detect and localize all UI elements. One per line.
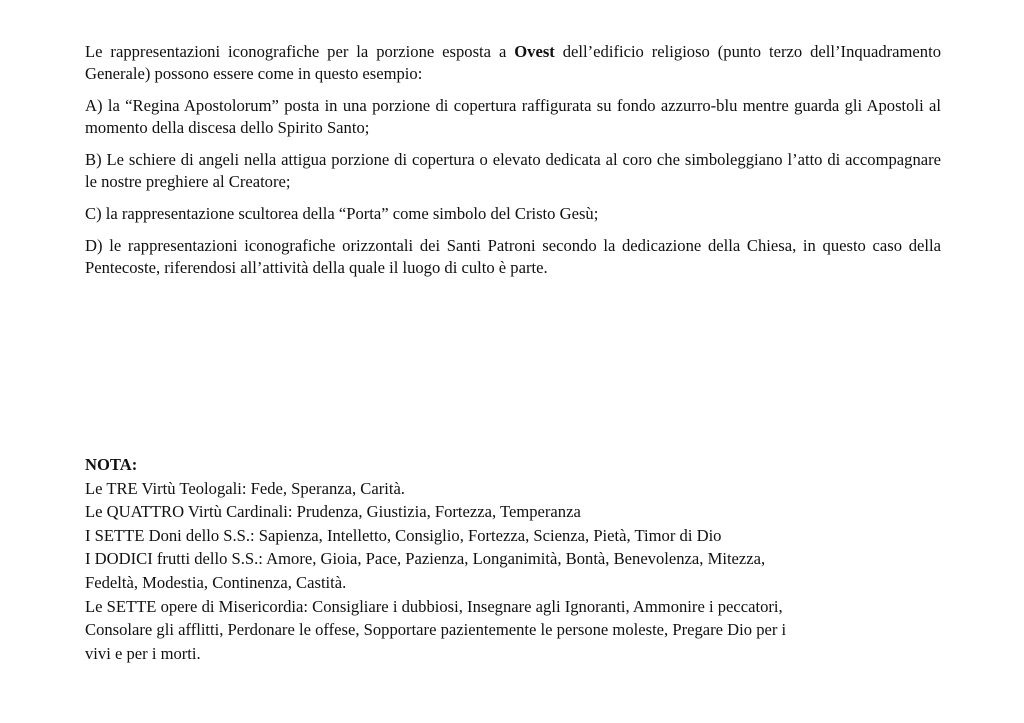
note-line: Le QUATTRO Virtù Cardinali: Prudenza, Giustizia, Fortezza, Temperanza bbox=[85, 502, 581, 522]
item-b-paragraph: B) Le schiere di angeli nella attigua porzione di copertura o elevato dedicata al coro che simboleggiano l’atto di accompagnare le nostre preghiere al Creatore; bbox=[85, 150, 941, 191]
intro-text-after: dell’edificio religioso (punto terzo dell’Inquadramento Generale) possono essere come in questo esempio: bbox=[85, 42, 941, 83]
document-body bbox=[85, 41, 941, 289]
note-line: Consolare gli afflitti, Perdonare le offese, Sopportare pazientemente le persone moleste, Pregare Dio per i bbox=[85, 620, 787, 640]
item-c-paragraph: C) la rappresentazione scultorea della “Porta” come simbolo del Cristo Gesù; bbox=[85, 204, 599, 223]
intro-text-before: Le rappresentazioni iconografiche per la porzione esposta a bbox=[85, 42, 515, 61]
note-line: I SETTE Doni dello S.S.: Sapienza, Intelletto, Consiglio, Fortezza, Scienza, Pietà, Timor di Dio bbox=[85, 525, 722, 545]
item-a-paragraph: A) la “Regina Apostolorum” posta in una porzione di copertura raffigurata su fondo azzurro-blu mentre guarda gli Apostoli al momento della discesa dello Spirito Santo; bbox=[85, 96, 941, 137]
note-line: Le TRE Virtù Teologali: Fede, Speranza, Carità. bbox=[85, 478, 405, 498]
note-line: Le SETTE opere di Misericordia: Consigliare i dubbiosi, Insegnare agli Ignoranti, Ammonire i peccatori, bbox=[85, 596, 783, 616]
item-d-paragraph: D) le rappresentazioni iconografiche orizzontali dei Santi Patroni secondo la dedicazione della Chiesa, in questo caso della Pentecoste, riferendosi all’attività della quale il luogo di culto è parte. bbox=[85, 236, 941, 277]
note-section bbox=[85, 453, 945, 665]
note-line: vivi e per i morti. bbox=[85, 643, 201, 663]
note-line: I DODICI frutti dello S.S.: Amore, Gioia, Pace, Pazienza, Longanimità, Bontà, Benevolenza, Mitezza, bbox=[85, 549, 766, 569]
note-title: NOTA: bbox=[85, 455, 138, 474]
note-line: Fedeltà, Modestia, Continenza, Castità. bbox=[85, 572, 347, 592]
intro-paragraph bbox=[85, 41, 941, 85]
intro-bold-direction: Ovest bbox=[514, 42, 555, 61]
